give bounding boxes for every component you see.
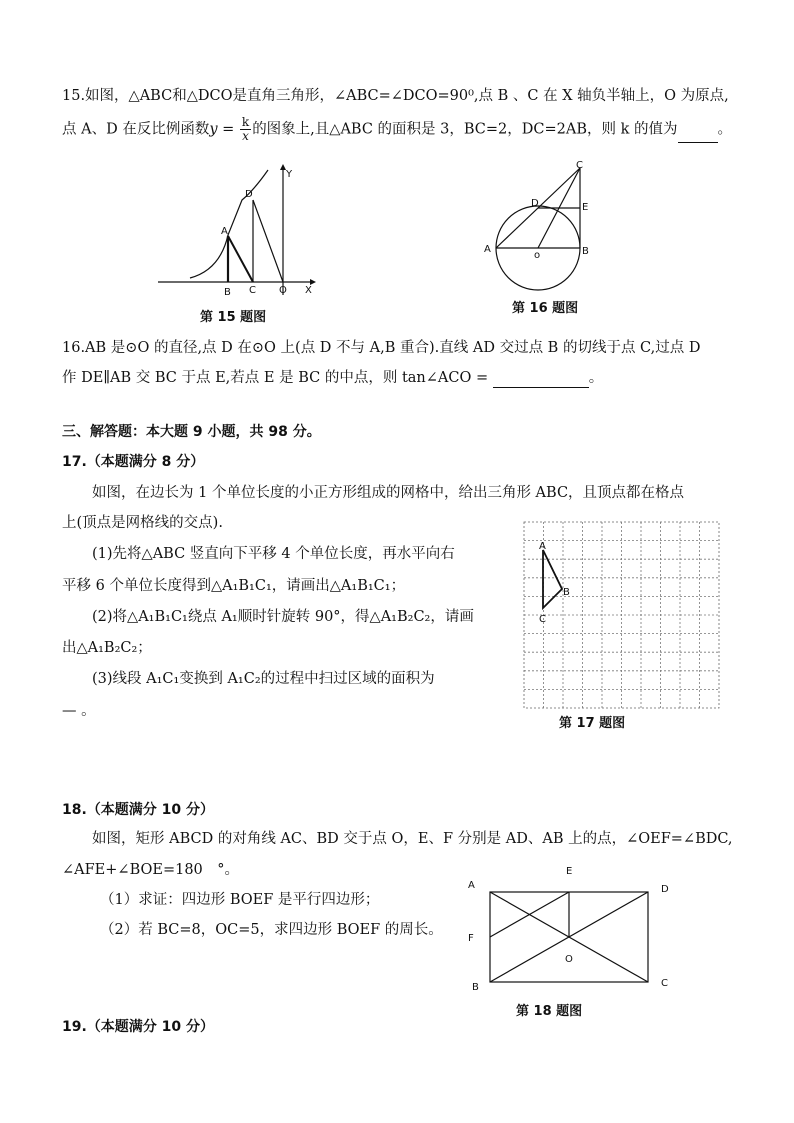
q16-line1: 16.AB 是⊙O 的直径,点 D 在⊙O 上(点 D 不与 A,B 重合).直线 AD 交过点 B 的切线于点 C,过点 D [62,340,701,356]
q16-label-d: D [531,198,539,209]
q17-grid-figure [520,518,726,714]
q18-label-f: F [468,933,474,944]
q16-label-o: o [534,250,541,261]
q15-segment-do [253,200,283,282]
q17-label-c: C [539,614,546,625]
q16-answer-blank[interactable] [493,372,589,388]
q18-header: 18.（本题满分 10 分） [62,802,215,818]
q18-s1: （1）求证：四边形 BOEF 是平行四边形； [100,892,380,908]
q16-label-a: A [484,244,491,255]
q17-p1: 如图，在边长为 1 个单位长度的小正方形组成的网格中，给出三角形 ABC，且顶点都在格点 [92,485,685,501]
q18-figure [462,860,682,1000]
q15-fraction [240,116,251,143]
q15-fraction-num: k [241,115,250,129]
q15-func-eq: = [217,121,239,138]
q15-label-b: B [224,287,231,298]
q15-label-x: X [305,285,312,296]
q16-label-c: C [576,160,583,171]
q16-line2 [62,368,603,388]
q17-s1a: (1)先将△ABC 竖直向下平移 4 个单位长度，再水平向右 [92,546,455,562]
q17-s3a: (3)线段 A₁C₁变换到 A₁C₂的过程中扫过区域的面积为 [92,671,435,687]
q16-caption: 第 16 题图 [512,301,579,316]
q18-caption: 第 18 题图 [516,1004,583,1019]
q17-caption: 第 17 题图 [559,716,626,731]
q17-s2b: 出△A₁B₂C₂； [62,640,152,656]
q18-p2: ∠AFE+∠BOE=180 °。 [62,862,240,878]
q18-label-d: D [661,884,669,895]
q15-label-a: A [221,226,228,237]
q17-s2a: (2)将△A₁B₁C₁绕点 A₁顺时针旋转 90°，得△A₁B₂C₂，请画 [92,609,474,625]
q15-line2 [62,116,732,143]
q18-label-e: E [566,866,573,877]
q17-label-a: A [539,541,546,552]
q15-answer-blank[interactable] [678,127,718,143]
q17-label-b: B [563,587,570,598]
q18-label-b: B [472,982,479,993]
q15-fraction-den: x [242,129,249,143]
q17-grid-lines [524,522,719,708]
q15-line2-end: 。 [717,121,733,138]
section3-title: 三、解答题：本大题 9 小题，共 98 分。 [62,424,321,440]
q17-s1b: 平移 6 个单位长度得到△A₁B₁C₁，请画出△A₁B₁C₁； [62,578,406,594]
q18-s2: （2）若 BC=8，OC=5，求四边形 BOEF 的周长。 [100,922,443,938]
q15-label-d: D [245,189,253,200]
q16-line2-end: 。 [588,370,604,386]
q15-label-c: C [249,285,256,296]
q15-line1: 15.如图，△ABC和△DCO是直角三角形，∠ABC=∠DCO=90⁰,点 B 、C 在 X 轴负半轴上，O 为原点, [62,88,729,104]
q15-label-o: O [279,285,287,296]
q18-label-a: A [468,880,475,891]
q15-figure [150,160,330,300]
q17-s3b: — 。 [62,703,96,719]
q17-header: 17.（本题满分 8 分） [62,454,205,470]
q17-p2: 上(顶点是网格线的交点). [62,515,223,531]
q15-caption: 第 15 题图 [200,310,267,325]
q18-p1: 如图，矩形 ABCD 的对角线 AC、BD 交于点 O，E、F 分别是 AD、AB 上的点，∠OEF=∠BDC, [92,831,733,847]
q15-line2-post: 的图象上,且△ABC 的面积是 3，BC=2，DC=2AB，则 k 的值为 [252,121,678,138]
q19-header: 19.（本题满分 10 分） [62,1019,215,1035]
q15-func-y: y [209,121,218,138]
q16-label-e: E [582,202,589,213]
q15-segment-ac [228,236,253,282]
q16-line2-text: 作 DE∥AB 交 BC 于点 E,若点 E 是 BC 的中点，则 tan∠ACO = [62,370,489,386]
q18-label-o: O [565,954,573,965]
q18-label-c: C [661,978,668,989]
q15-label-y: Y [286,169,293,180]
q17-triangle-abc [543,550,562,608]
q16-figure [478,158,598,298]
q15-line2-pre: 点 A、D 在反比例函数 [62,121,210,138]
q16-label-b: B [582,246,589,257]
